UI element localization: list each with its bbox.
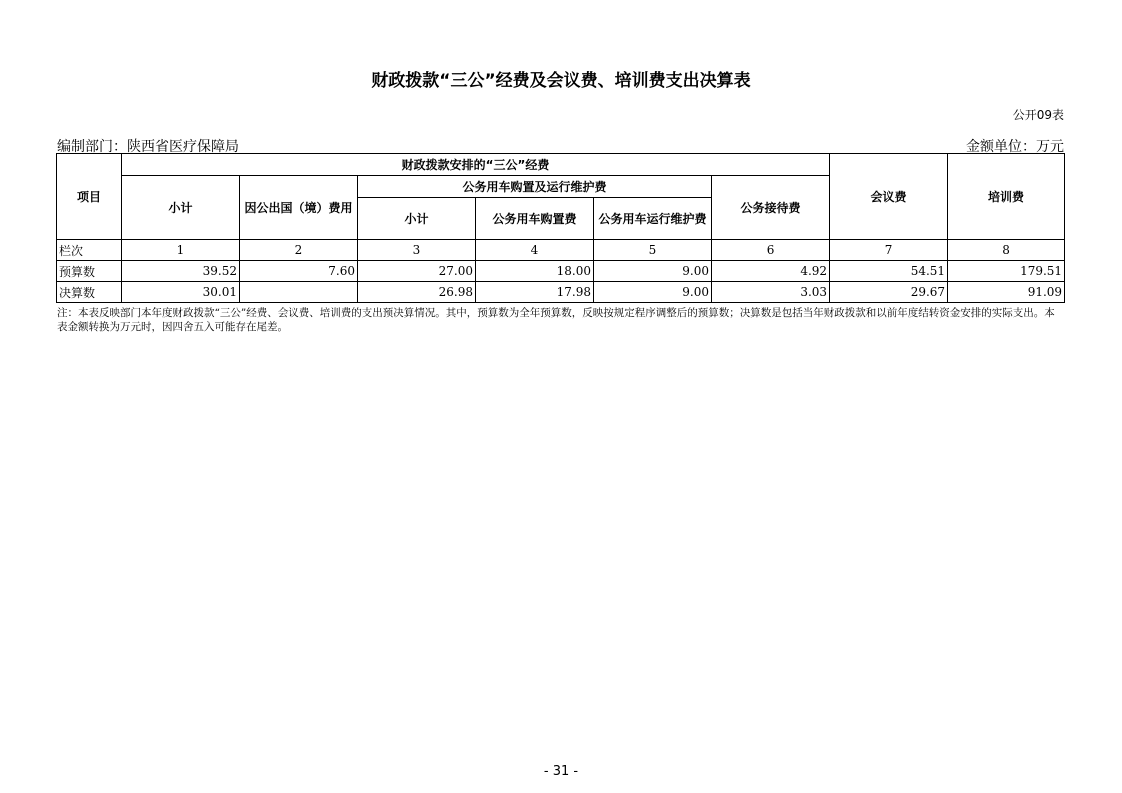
page-number: - 31 - bbox=[543, 764, 579, 779]
value-cell: 9.00 bbox=[594, 261, 712, 282]
form-number: 公开09表 bbox=[1012, 108, 1064, 122]
value-cell: 17.98 bbox=[476, 282, 594, 303]
header-vehicle-subtotal: 小计 bbox=[358, 198, 476, 240]
header-three-public-funds: 财政拨款安排的“三公”经费 bbox=[122, 154, 830, 176]
row-label: 决算数 bbox=[57, 282, 122, 303]
index-cell: 3 bbox=[358, 240, 476, 261]
value-cell: 39.52 bbox=[122, 261, 240, 282]
header-abroad-expense: 因公出国（境）费用 bbox=[240, 176, 358, 240]
value-cell: 9.00 bbox=[594, 282, 712, 303]
value-cell: 179.51 bbox=[948, 261, 1065, 282]
header-vehicle-purchase: 公务用车购置费 bbox=[476, 198, 594, 240]
index-cell: 6 bbox=[712, 240, 830, 261]
index-label: 栏次 bbox=[57, 240, 122, 261]
value-cell: 4.92 bbox=[712, 261, 830, 282]
value-cell: 91.09 bbox=[948, 282, 1065, 303]
compiling-department: 编制部门：陕西省医疗保障局 bbox=[57, 139, 239, 155]
index-cell: 7 bbox=[830, 240, 948, 261]
value-cell: 7.60 bbox=[240, 261, 358, 282]
table-note: 注：本表反映部门本年度财政拨款“三公”经费、会议费、培训费的支出预决算情况。其中，预算数为全年预算数，反映按规定程序调整后的预算数；决算数是包括当年财政拨款和以前年度结转资金安排的实际支出。本表金额转换为万元时，因四舍五入可能存在尾差。 bbox=[57, 307, 1055, 333]
index-cell: 2 bbox=[240, 240, 358, 261]
header-item: 项目 bbox=[57, 154, 122, 240]
value-cell: 27.00 bbox=[358, 261, 476, 282]
header-reception-fee: 公务接待费 bbox=[712, 176, 830, 240]
value-cell: 26.98 bbox=[358, 282, 476, 303]
value-cell: 30.01 bbox=[122, 282, 240, 303]
value-cell bbox=[240, 282, 358, 303]
header-training-fee: 培训费 bbox=[948, 154, 1065, 240]
index-cell: 8 bbox=[948, 240, 1065, 261]
index-row bbox=[57, 240, 1065, 261]
page-title: 财政拨款“三公”经费及会议费、培训费支出决算表 bbox=[371, 71, 751, 91]
row-label: 预算数 bbox=[57, 261, 122, 282]
header-vehicle-operation: 公务用车运行维护费 bbox=[594, 198, 712, 240]
table-row bbox=[57, 282, 1065, 303]
value-cell: 29.67 bbox=[830, 282, 948, 303]
index-cell: 4 bbox=[476, 240, 594, 261]
index-cell: 1 bbox=[122, 240, 240, 261]
value-cell: 54.51 bbox=[830, 261, 948, 282]
value-cell: 18.00 bbox=[476, 261, 594, 282]
header-subtotal: 小计 bbox=[122, 176, 240, 240]
header-meeting-fee: 会议费 bbox=[830, 154, 948, 240]
value-cell: 3.03 bbox=[712, 282, 830, 303]
index-cell: 5 bbox=[594, 240, 712, 261]
amount-unit: 金额单位：万元 bbox=[966, 139, 1064, 155]
header-vehicle-expense: 公务用车购置及运行维护费 bbox=[358, 176, 712, 198]
expenditure-table bbox=[56, 153, 1065, 303]
table-row bbox=[57, 261, 1065, 282]
